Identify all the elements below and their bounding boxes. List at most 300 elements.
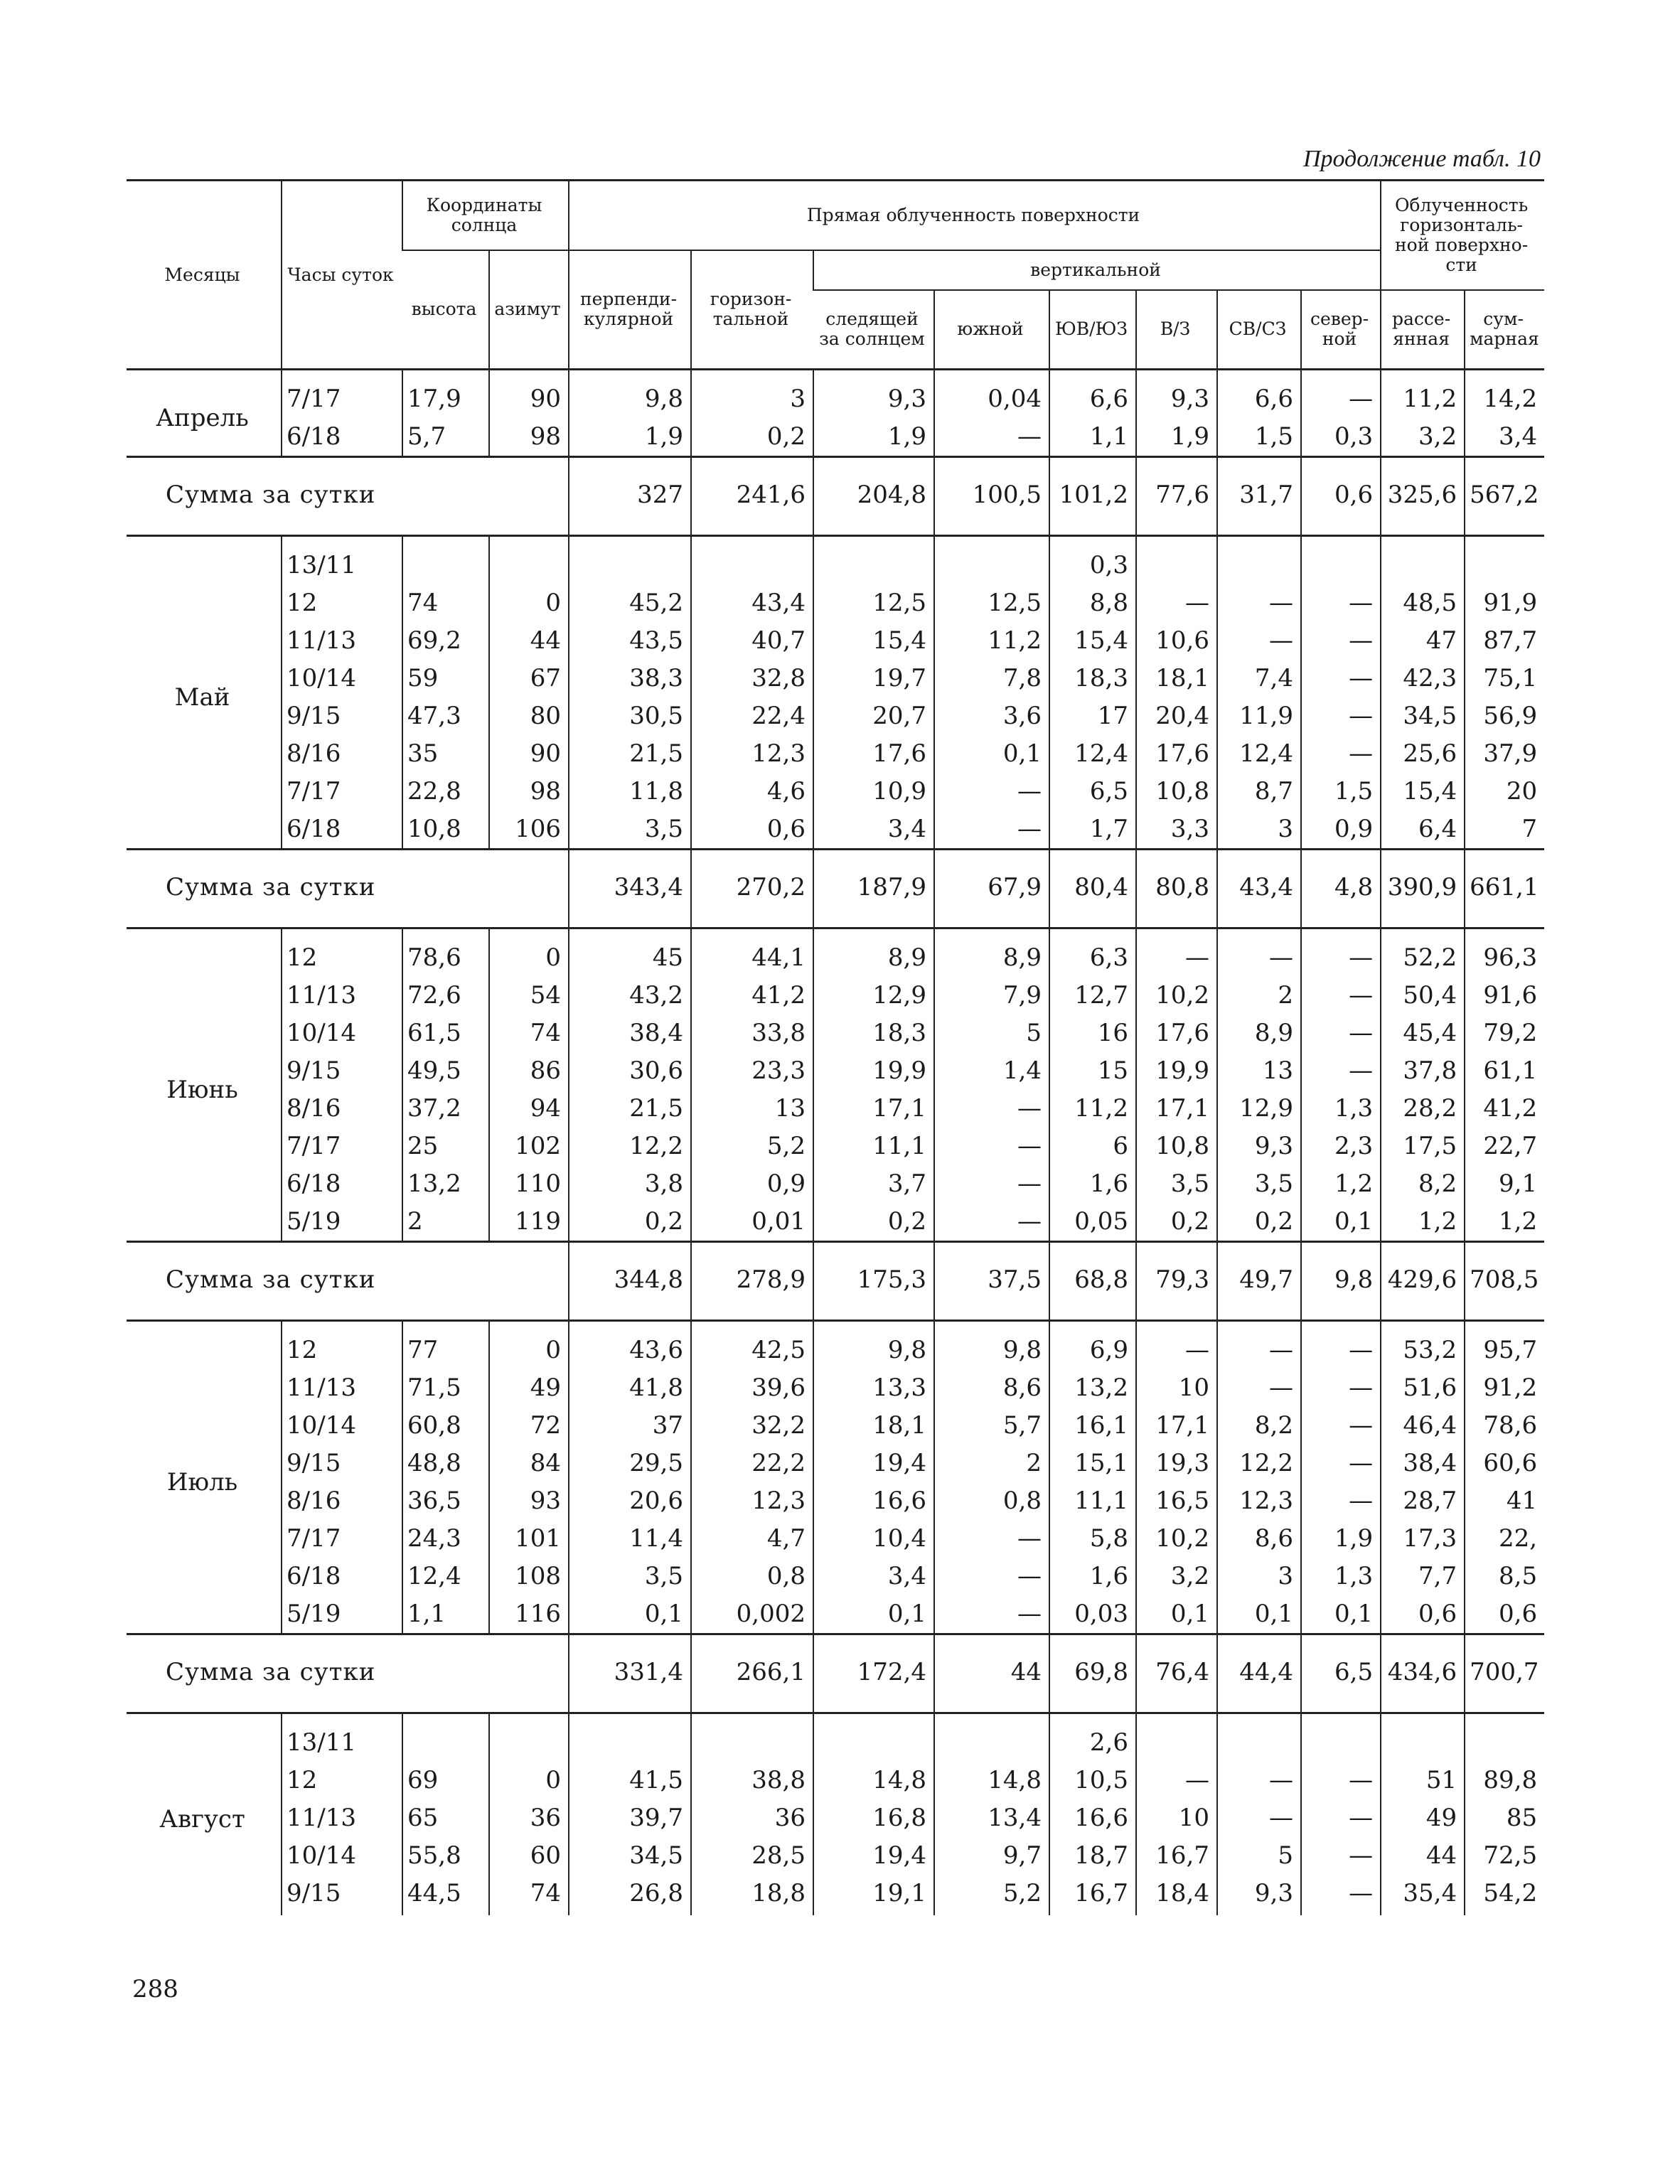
header-altitude: высота xyxy=(402,250,489,370)
horizontal-cell: 18,8 xyxy=(691,1875,813,1915)
horizontal-cell: 43,4 xyxy=(691,584,813,622)
daily-sum-label: Сумма за сутки xyxy=(127,850,569,928)
hours-cell: 13/11 xyxy=(282,536,402,585)
azimuth-cell: 102 xyxy=(489,1128,569,1165)
ne-nw-cell: 12,3 xyxy=(1217,1482,1301,1520)
hours-cell: 10/14 xyxy=(282,1837,402,1875)
daily-sum-row xyxy=(127,1242,1544,1321)
se-sw-cell: 11,2 xyxy=(1049,1090,1136,1128)
perpendicular-cell: 3,8 xyxy=(569,1165,691,1203)
ne-nw-cell: 5 xyxy=(1217,1837,1301,1875)
diffuse-cell: 48,5 xyxy=(1381,584,1465,622)
altitude-cell: 59 xyxy=(402,660,489,697)
horizontal-cell: 32,8 xyxy=(691,660,813,697)
south-cell: — xyxy=(934,1165,1049,1203)
se-sw-cell: 17 xyxy=(1049,697,1136,735)
tracking-cell: 17,6 xyxy=(813,735,934,773)
north-cell: — xyxy=(1301,1369,1381,1407)
north-cell xyxy=(1301,1713,1381,1762)
header-se-sw: ЮВ/ЮЗ xyxy=(1049,290,1136,370)
south-cell: 5 xyxy=(934,1015,1049,1052)
se-sw-cell: 1,1 xyxy=(1049,418,1136,457)
north-cell: 2,3 xyxy=(1301,1128,1381,1165)
ne-nw-cell: — xyxy=(1217,1321,1301,1370)
horizontal-cell: 22,4 xyxy=(691,697,813,735)
perpendicular-cell: 3,5 xyxy=(569,1558,691,1595)
azimuth-cell: 94 xyxy=(489,1090,569,1128)
daily-sum-label: Сумма за сутки xyxy=(127,1242,569,1321)
daily-sum-horizontal-cell: 278,9 xyxy=(691,1242,813,1321)
north-cell: — xyxy=(1301,1015,1381,1052)
diffuse-cell: 17,5 xyxy=(1381,1128,1465,1165)
table-row xyxy=(127,660,1544,697)
e-w-cell: 17,1 xyxy=(1136,1407,1217,1445)
azimuth-cell: 49 xyxy=(489,1369,569,1407)
e-w-cell: — xyxy=(1136,1321,1217,1370)
hours-cell: 12 xyxy=(282,1762,402,1799)
diffuse-cell: 42,3 xyxy=(1381,660,1465,697)
e-w-cell: 17,6 xyxy=(1136,735,1217,773)
header-tracking: следящей за солнцем xyxy=(813,290,934,370)
table-row xyxy=(127,1321,1544,1370)
header-e-w: В/З xyxy=(1136,290,1217,370)
e-w-cell: 9,3 xyxy=(1136,370,1217,419)
total-cell: 54,2 xyxy=(1465,1875,1544,1915)
north-cell: 1,5 xyxy=(1301,773,1381,810)
total-cell: 89,8 xyxy=(1465,1762,1544,1799)
daily-sum-tracking-cell: 172,4 xyxy=(813,1634,934,1713)
tracking-cell: 19,9 xyxy=(813,1052,934,1090)
e-w-cell: 10,6 xyxy=(1136,622,1217,660)
e-w-cell: 0,2 xyxy=(1136,1203,1217,1242)
horizontal-cell: 0,6 xyxy=(691,810,813,850)
south-cell: 5,2 xyxy=(934,1875,1049,1915)
hours-cell: 12 xyxy=(282,584,402,622)
se-sw-cell: 11,1 xyxy=(1049,1482,1136,1520)
diffuse-cell: 34,5 xyxy=(1381,697,1465,735)
total-cell: 61,1 xyxy=(1465,1052,1544,1090)
altitude-cell: 72,6 xyxy=(402,977,489,1015)
horizontal-cell: 23,3 xyxy=(691,1052,813,1090)
table-row xyxy=(127,810,1544,850)
table-header xyxy=(127,181,1544,370)
altitude-cell xyxy=(402,1713,489,1762)
hours-cell: 11/13 xyxy=(282,1369,402,1407)
south-cell: — xyxy=(934,418,1049,457)
daily-sum-e-w-cell: 77,6 xyxy=(1136,457,1217,536)
perpendicular-cell: 1,9 xyxy=(569,418,691,457)
table-row xyxy=(127,1128,1544,1165)
table-row xyxy=(127,977,1544,1015)
north-cell: — xyxy=(1301,977,1381,1015)
ne-nw-cell: — xyxy=(1217,622,1301,660)
daily-sum-north-cell: 4,8 xyxy=(1301,850,1381,928)
e-w-cell: 17,1 xyxy=(1136,1090,1217,1128)
header-horizontal: горизон-тальной xyxy=(691,250,813,370)
total-cell: 91,9 xyxy=(1465,584,1544,622)
month-label: Апрель xyxy=(156,403,249,432)
north-cell: — xyxy=(1301,928,1381,978)
daily-sum-ne-nw-cell: 43,4 xyxy=(1217,850,1301,928)
south-cell: 14,8 xyxy=(934,1762,1049,1799)
daily-sum-horizontal-cell: 270,2 xyxy=(691,850,813,928)
e-w-cell: 10 xyxy=(1136,1369,1217,1407)
azimuth-cell: 84 xyxy=(489,1445,569,1482)
daily-sum-e-w-cell: 79,3 xyxy=(1136,1242,1217,1321)
perpendicular-cell: 45,2 xyxy=(569,584,691,622)
perpendicular-cell: 41,8 xyxy=(569,1369,691,1407)
horizontal-cell xyxy=(691,536,813,585)
total-cell: 85 xyxy=(1465,1799,1544,1837)
daily-sum-ne-nw-cell: 44,4 xyxy=(1217,1634,1301,1713)
total-cell: 87,7 xyxy=(1465,622,1544,660)
horizontal-cell: 0,8 xyxy=(691,1558,813,1595)
south-cell: 2 xyxy=(934,1445,1049,1482)
month-group xyxy=(127,536,1544,928)
daily-sum-e-w-cell: 76,4 xyxy=(1136,1634,1217,1713)
daily-sum-diffuse-cell: 390,9 xyxy=(1381,850,1465,928)
azimuth-cell: 86 xyxy=(489,1052,569,1090)
azimuth-cell: 44 xyxy=(489,622,569,660)
north-cell: — xyxy=(1301,622,1381,660)
total-cell: 9,1 xyxy=(1465,1165,1544,1203)
tracking-cell: 9,8 xyxy=(813,1321,934,1370)
perpendicular-cell: 41,5 xyxy=(569,1762,691,1799)
tracking-cell: 19,4 xyxy=(813,1837,934,1875)
hours-cell: 6/18 xyxy=(282,418,402,457)
south-cell: — xyxy=(934,773,1049,810)
total-cell: 72,5 xyxy=(1465,1837,1544,1875)
altitude-cell: 1,1 xyxy=(402,1595,489,1634)
azimuth-cell: 74 xyxy=(489,1015,569,1052)
se-sw-cell: 6,9 xyxy=(1049,1321,1136,1370)
tracking-cell: 9,3 xyxy=(813,370,934,419)
altitude-cell xyxy=(402,536,489,585)
hours-cell: 7/17 xyxy=(282,773,402,810)
horizontal-cell: 36 xyxy=(691,1799,813,1837)
perpendicular-cell: 29,5 xyxy=(569,1445,691,1482)
tracking-cell: 12,9 xyxy=(813,977,934,1015)
se-sw-cell: 5,8 xyxy=(1049,1520,1136,1558)
hours-cell: 8/16 xyxy=(282,1090,402,1128)
altitude-cell: 74 xyxy=(402,584,489,622)
e-w-cell: 16,5 xyxy=(1136,1482,1217,1520)
tracking-cell: 16,6 xyxy=(813,1482,934,1520)
table-row xyxy=(127,1713,1544,1762)
total-cell: 7 xyxy=(1465,810,1544,850)
se-sw-cell: 8,8 xyxy=(1049,584,1136,622)
page-number: 288 xyxy=(132,1975,178,2003)
e-w-cell xyxy=(1136,536,1217,585)
horizontal-cell: 32,2 xyxy=(691,1407,813,1445)
north-cell: — xyxy=(1301,697,1381,735)
horizontal-cell: 28,5 xyxy=(691,1837,813,1875)
header-ne-nw: СВ/СЗ xyxy=(1217,290,1301,370)
altitude-cell: 12,4 xyxy=(402,1558,489,1595)
daily-sum-row xyxy=(127,457,1544,536)
table-row xyxy=(127,1875,1544,1915)
horizontal-cell: 33,8 xyxy=(691,1015,813,1052)
diffuse-cell: 35,4 xyxy=(1381,1875,1465,1915)
north-cell: 1,3 xyxy=(1301,1558,1381,1595)
south-cell: — xyxy=(934,1520,1049,1558)
table-row xyxy=(127,1595,1544,1634)
e-w-cell: 16,7 xyxy=(1136,1837,1217,1875)
altitude-cell: 77 xyxy=(402,1321,489,1370)
daily-sum-horizontal-cell: 266,1 xyxy=(691,1634,813,1713)
diffuse-cell: 3,2 xyxy=(1381,418,1465,457)
horizontal-cell: 44,1 xyxy=(691,928,813,978)
daily-sum-ne-nw-cell: 49,7 xyxy=(1217,1242,1301,1321)
daily-sum-label: Сумма за сутки xyxy=(127,457,569,536)
south-cell: 1,4 xyxy=(934,1052,1049,1090)
total-cell: 91,6 xyxy=(1465,977,1544,1015)
perpendicular-cell: 20,6 xyxy=(569,1482,691,1520)
hours-cell: 8/16 xyxy=(282,735,402,773)
ne-nw-cell: — xyxy=(1217,1799,1301,1837)
tracking-cell: 18,1 xyxy=(813,1407,934,1445)
south-cell: 7,9 xyxy=(934,977,1049,1015)
se-sw-cell: 1,7 xyxy=(1049,810,1136,850)
month-label: Июнь xyxy=(166,1075,238,1104)
table-row xyxy=(127,1520,1544,1558)
south-cell: 9,8 xyxy=(934,1321,1049,1370)
hours-cell: 7/17 xyxy=(282,370,402,419)
hours-cell: 6/18 xyxy=(282,810,402,850)
azimuth-cell xyxy=(489,1713,569,1762)
table-row xyxy=(127,1369,1544,1407)
azimuth-cell: 93 xyxy=(489,1482,569,1520)
tracking-cell: 14,8 xyxy=(813,1762,934,1799)
table-row xyxy=(127,1165,1544,1203)
daily-sum-tracking-cell: 175,3 xyxy=(813,1242,934,1321)
south-cell: — xyxy=(934,1090,1049,1128)
altitude-cell: 65 xyxy=(402,1799,489,1837)
horizontal-cell: 12,3 xyxy=(691,1482,813,1520)
horizontal-cell: 38,8 xyxy=(691,1762,813,1799)
diffuse-cell: 6,4 xyxy=(1381,810,1465,850)
e-w-cell: 19,3 xyxy=(1136,1445,1217,1482)
e-w-cell: 18,4 xyxy=(1136,1875,1217,1915)
total-cell: 91,2 xyxy=(1465,1369,1544,1407)
total-cell: 14,2 xyxy=(1465,370,1544,419)
south-cell: — xyxy=(934,1203,1049,1242)
altitude-cell: 61,5 xyxy=(402,1015,489,1052)
north-cell: — xyxy=(1301,1875,1381,1915)
daily-sum-total-cell: 700,7 xyxy=(1465,1634,1544,1713)
irradiance-table xyxy=(127,179,1544,1915)
north-cell: — xyxy=(1301,1762,1381,1799)
south-cell: — xyxy=(934,1595,1049,1634)
ne-nw-cell: 8,7 xyxy=(1217,773,1301,810)
horizontal-cell: 42,5 xyxy=(691,1321,813,1370)
daily-sum-north-cell: 9,8 xyxy=(1301,1242,1381,1321)
se-sw-cell: 6,5 xyxy=(1049,773,1136,810)
south-cell: 9,7 xyxy=(934,1837,1049,1875)
diffuse-cell: 51,6 xyxy=(1381,1369,1465,1407)
e-w-cell: 17,6 xyxy=(1136,1015,1217,1052)
north-cell: — xyxy=(1301,735,1381,773)
header-horizontal-irradiance: Облученность горизонталь-ной поверхно-сти xyxy=(1381,181,1544,290)
total-cell: 0,6 xyxy=(1465,1595,1544,1634)
diffuse-cell: 17,3 xyxy=(1381,1520,1465,1558)
north-cell: — xyxy=(1301,1407,1381,1445)
month-group xyxy=(127,1321,1544,1713)
perpendicular-cell: 38,3 xyxy=(569,660,691,697)
north-cell: 0,1 xyxy=(1301,1203,1381,1242)
ne-nw-cell xyxy=(1217,1713,1301,1762)
table-caption: Продолжение табл. 10 xyxy=(1302,146,1541,172)
tracking-cell: 19,1 xyxy=(813,1875,934,1915)
total-cell: 56,9 xyxy=(1465,697,1544,735)
azimuth-cell: 110 xyxy=(489,1165,569,1203)
hours-cell: 7/17 xyxy=(282,1520,402,1558)
total-cell: 95,7 xyxy=(1465,1321,1544,1370)
azimuth-cell: 98 xyxy=(489,773,569,810)
north-cell: — xyxy=(1301,660,1381,697)
azimuth-cell: 67 xyxy=(489,660,569,697)
azimuth-cell: 80 xyxy=(489,697,569,735)
header-perpendicular: перпенди-кулярной xyxy=(569,250,691,370)
perpendicular-cell: 43,6 xyxy=(569,1321,691,1370)
hours-cell: 10/14 xyxy=(282,1015,402,1052)
e-w-cell: 1,9 xyxy=(1136,418,1217,457)
south-cell: 0,04 xyxy=(934,370,1049,419)
daily-sum-label: Сумма за сутки xyxy=(127,1634,569,1713)
hours-cell: 6/18 xyxy=(282,1558,402,1595)
se-sw-cell: 10,5 xyxy=(1049,1762,1136,1799)
daily-sum-total-cell: 708,5 xyxy=(1465,1242,1544,1321)
diffuse-cell: 0,6 xyxy=(1381,1595,1465,1634)
altitude-cell: 47,3 xyxy=(402,697,489,735)
total-cell: 75,1 xyxy=(1465,660,1544,697)
azimuth-cell: 101 xyxy=(489,1520,569,1558)
tracking-cell: 18,3 xyxy=(813,1015,934,1052)
azimuth-cell xyxy=(489,536,569,585)
perpendicular-cell: 21,5 xyxy=(569,735,691,773)
tracking-cell xyxy=(813,1713,934,1762)
total-cell xyxy=(1465,536,1544,585)
table-row xyxy=(127,536,1544,585)
azimuth-cell: 106 xyxy=(489,810,569,850)
north-cell: — xyxy=(1301,1321,1381,1370)
altitude-cell: 44,5 xyxy=(402,1875,489,1915)
se-sw-cell: 12,4 xyxy=(1049,735,1136,773)
total-cell: 96,3 xyxy=(1465,928,1544,978)
diffuse-cell: 51 xyxy=(1381,1762,1465,1799)
south-cell: 3,6 xyxy=(934,697,1049,735)
se-sw-cell: 15,1 xyxy=(1049,1445,1136,1482)
ne-nw-cell: — xyxy=(1217,1762,1301,1799)
perpendicular-cell: 38,4 xyxy=(569,1015,691,1052)
tracking-cell: 1,9 xyxy=(813,418,934,457)
horizontal-cell: 0,2 xyxy=(691,418,813,457)
altitude-cell: 13,2 xyxy=(402,1165,489,1203)
table-row xyxy=(127,1482,1544,1520)
altitude-cell: 17,9 xyxy=(402,370,489,419)
ne-nw-cell: — xyxy=(1217,584,1301,622)
altitude-cell: 60,8 xyxy=(402,1407,489,1445)
month-group xyxy=(127,370,1544,536)
daily-sum-diffuse-cell: 429,6 xyxy=(1381,1242,1465,1321)
south-cell: — xyxy=(934,810,1049,850)
hours-cell: 11/13 xyxy=(282,622,402,660)
table-row xyxy=(127,1015,1544,1052)
daily-sum-north-cell: 6,5 xyxy=(1301,1634,1381,1713)
north-cell: 1,9 xyxy=(1301,1520,1381,1558)
south-cell xyxy=(934,1713,1049,1762)
altitude-cell: 2 xyxy=(402,1203,489,1242)
north-cell: — xyxy=(1301,1799,1381,1837)
perpendicular-cell: 0,1 xyxy=(569,1595,691,1634)
tracking-cell: 13,3 xyxy=(813,1369,934,1407)
table-row xyxy=(127,1052,1544,1090)
diffuse-cell: 38,4 xyxy=(1381,1445,1465,1482)
ne-nw-cell: 0,2 xyxy=(1217,1203,1301,1242)
se-sw-cell: 18,7 xyxy=(1049,1837,1136,1875)
table-row xyxy=(127,1090,1544,1128)
north-cell: — xyxy=(1301,1445,1381,1482)
diffuse-cell xyxy=(1381,1713,1465,1762)
horizontal-cell: 13 xyxy=(691,1090,813,1128)
diffuse-cell: 25,6 xyxy=(1381,735,1465,773)
south-cell: 0,8 xyxy=(934,1482,1049,1520)
altitude-cell: 22,8 xyxy=(402,773,489,810)
perpendicular-cell: 11,4 xyxy=(569,1520,691,1558)
perpendicular-cell: 45 xyxy=(569,928,691,978)
daily-sum-tracking-cell: 204,8 xyxy=(813,457,934,536)
tracking-cell: 10,9 xyxy=(813,773,934,810)
north-cell: 0,3 xyxy=(1301,418,1381,457)
e-w-cell: 3,5 xyxy=(1136,1165,1217,1203)
e-w-cell xyxy=(1136,1713,1217,1762)
daily-sum-diffuse-cell: 434,6 xyxy=(1381,1634,1465,1713)
south-cell: — xyxy=(934,1128,1049,1165)
month-label: Июль xyxy=(166,1467,238,1497)
table-row xyxy=(127,697,1544,735)
tracking-cell: 3,7 xyxy=(813,1165,934,1203)
south-cell: 8,6 xyxy=(934,1369,1049,1407)
total-cell: 3,4 xyxy=(1465,418,1544,457)
header-hours: Часы суток xyxy=(282,181,402,370)
tracking-cell: 20,7 xyxy=(813,697,934,735)
south-cell: 11,2 xyxy=(934,622,1049,660)
azimuth-cell: 74 xyxy=(489,1875,569,1915)
diffuse-cell: 44 xyxy=(1381,1837,1465,1875)
daily-sum-south-cell: 67,9 xyxy=(934,850,1049,928)
se-sw-cell: 15 xyxy=(1049,1052,1136,1090)
hours-cell: 9/15 xyxy=(282,1445,402,1482)
altitude-cell: 25 xyxy=(402,1128,489,1165)
south-cell: 12,5 xyxy=(934,584,1049,622)
tracking-cell: 11,1 xyxy=(813,1128,934,1165)
daily-sum-diffuse-cell: 325,6 xyxy=(1381,457,1465,536)
perpendicular-cell xyxy=(569,1713,691,1762)
hours-cell: 5/19 xyxy=(282,1203,402,1242)
daily-sum-se-sw-cell: 101,2 xyxy=(1049,457,1136,536)
azimuth-cell: 0 xyxy=(489,928,569,978)
total-cell: 41,2 xyxy=(1465,1090,1544,1128)
hours-cell: 6/18 xyxy=(282,1165,402,1203)
ne-nw-cell: 13 xyxy=(1217,1052,1301,1090)
total-cell: 8,5 xyxy=(1465,1558,1544,1595)
perpendicular-cell: 0,2 xyxy=(569,1203,691,1242)
daily-sum-perpendicular-cell: 331,4 xyxy=(569,1634,691,1713)
perpendicular-cell: 34,5 xyxy=(569,1837,691,1875)
month-group xyxy=(127,1713,1544,1916)
hours-cell: 10/14 xyxy=(282,1407,402,1445)
daily-sum-row xyxy=(127,850,1544,928)
